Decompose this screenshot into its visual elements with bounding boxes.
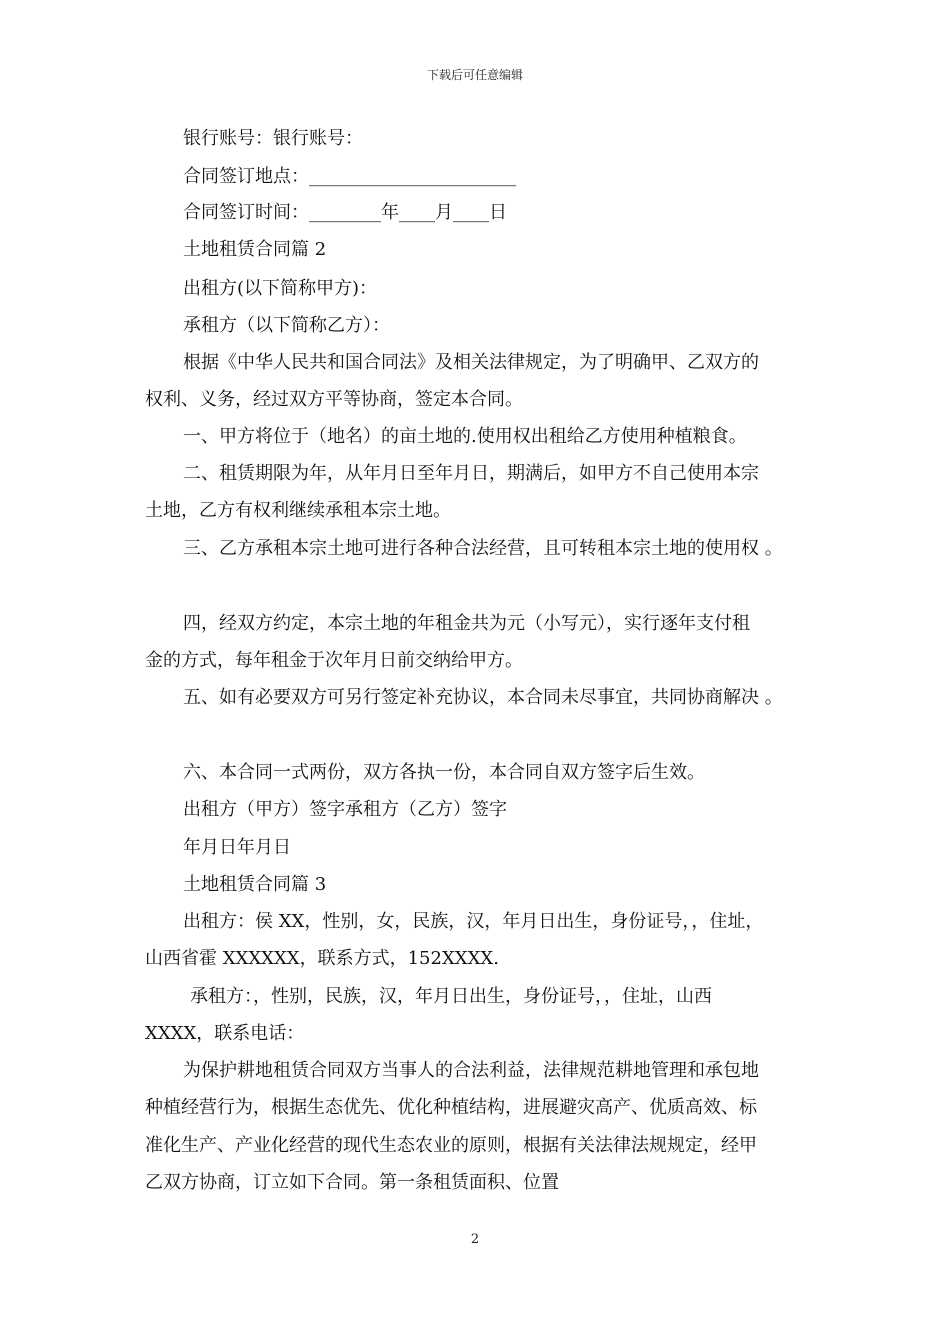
page-header: 下载后可任意编辑 bbox=[426, 68, 523, 82]
section-title-3: 土地租赁合同篇 3 bbox=[183, 874, 327, 895]
paragraph-line: 四，经双方约定，本宗土地的年租金共为元（小写元），实行逐年支付租 bbox=[183, 613, 750, 634]
paragraph-line: 准化生产、产业化经营的现代生态农业的原则，根据有关法律法规规定，经甲 bbox=[145, 1135, 757, 1156]
paragraph-line: 土地，乙方有权利继续承租本宗土地。 bbox=[145, 500, 451, 521]
paragraph-line: 六、本合同一式两份，双方各执一份，本合同自双方签字后生效。 bbox=[183, 762, 705, 783]
paragraph-line: 三、乙方承租本宗土地可进行各种合法经营，且可转租本宗土地的使用权 。 bbox=[183, 538, 783, 559]
bank-account-line: 银行账号：银行账号： bbox=[183, 128, 363, 149]
paragraph-line: 根据《中华人民共和国合同法》及相关法律规定，为了明确甲、乙双方的 bbox=[183, 352, 759, 373]
paragraph-line: 种植经营行为，根据生态优先、优化种植结构，进展避灾高产、优质高效、标 bbox=[145, 1097, 757, 1118]
paragraph-line: 山西省霍 XXXXXX，联系方式，152XXXX. bbox=[145, 948, 499, 969]
signature-line: 出租方（甲方）签字承租方（乙方）签字 bbox=[183, 799, 507, 820]
section-title-2: 土地租赁合同篇 2 bbox=[183, 239, 327, 260]
signing-place-line: 合同签订地点：_______________________ bbox=[183, 166, 516, 187]
paragraph-line: 权利、义务，经过双方平等协商，签定本合同。 bbox=[145, 389, 523, 410]
paragraph-line: 承租方：，性别，民族，汉，年月日出生，身份证号，，住址，山西 bbox=[190, 986, 712, 1007]
lessee-line: 承租方（以下简称乙方）： bbox=[183, 315, 390, 336]
page-number: 2 bbox=[470, 1232, 480, 1247]
signing-time-line: 合同签订时间：________年____月____日 bbox=[183, 202, 507, 223]
paragraph-line: XXXX，联系电话： bbox=[145, 1023, 305, 1044]
paragraph-line: 乙双方协商，订立如下合同。第一条租赁面积、位置 bbox=[145, 1172, 559, 1193]
lessor-line: 出租方(以下简称甲方)： bbox=[183, 278, 378, 299]
paragraph-line: 一、甲方将位于（地名）的亩土地的.使用权出租给乙方使用种植粮食。 bbox=[183, 426, 747, 447]
paragraph-line: 为保护耕地租赁合同双方当事人的合法利益，法律规范耕地管理和承包地 bbox=[183, 1060, 759, 1081]
paragraph-line: 五、如有必要双方可另行签定补充协议，本合同未尽事宜，共同协商解决 。 bbox=[183, 687, 783, 708]
paragraph-line: 金的方式，每年租金于次年月日前交纳给甲方。 bbox=[145, 650, 523, 671]
paragraph-line: 二、租赁期限为年，从年月日至年月日，期满后，如甲方不自己使用本宗 bbox=[183, 463, 759, 484]
date-line: 年月日年月日 bbox=[183, 837, 291, 858]
paragraph-line: 出租方：侯 XX，性别，女，民族，汉，年月日出生，身份证号，，住址， bbox=[183, 911, 764, 932]
